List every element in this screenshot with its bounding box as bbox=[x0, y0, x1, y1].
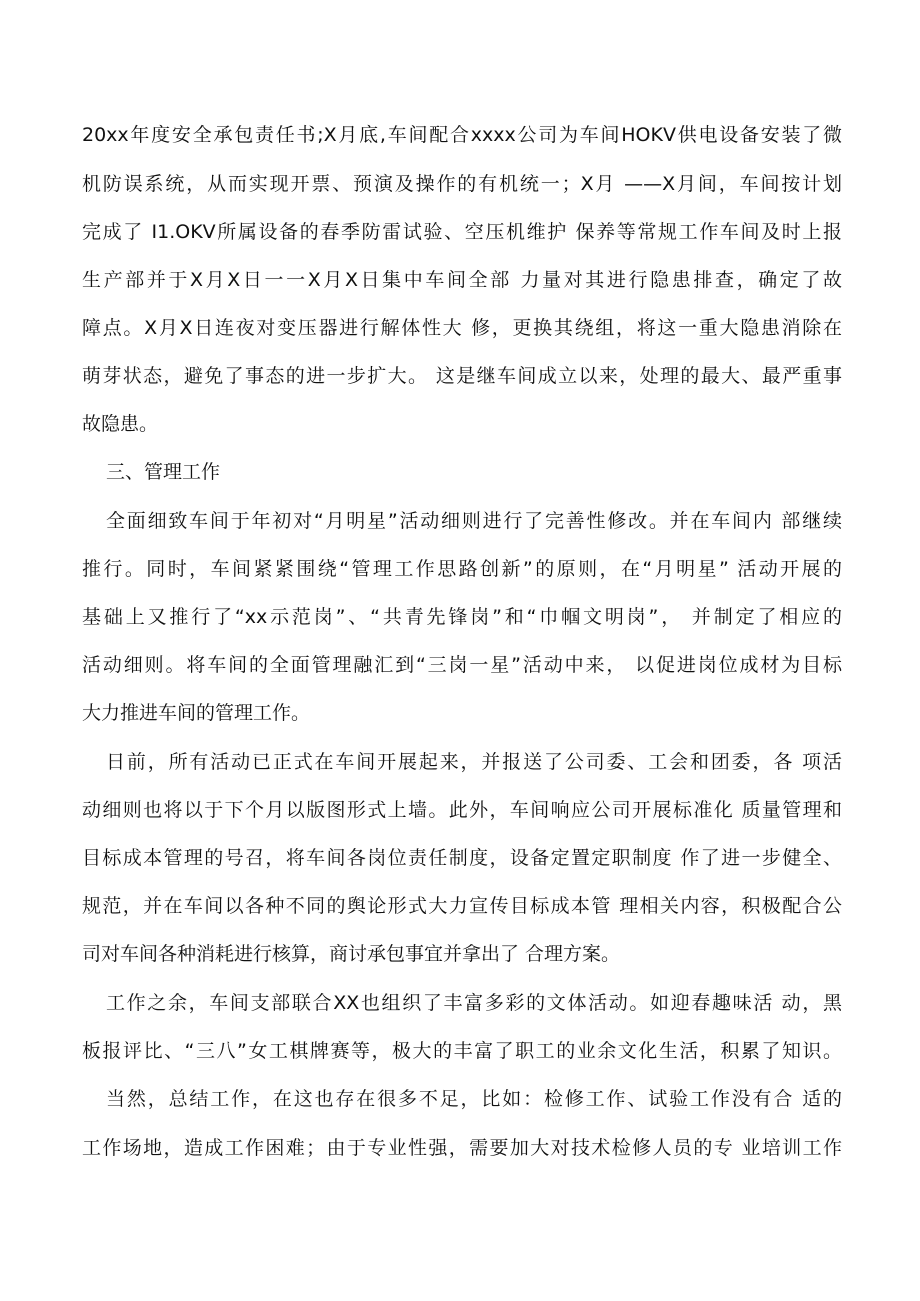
text-line: 机防误系统，从而实现开票、预演及操作的有机统一；X月 ——X月间，车间按计划 bbox=[82, 173, 842, 195]
text-line: 生产部并于X月X日一一X月X日集中车间全部 力量对其进行隐患排查，确定了故 bbox=[82, 269, 842, 291]
text-line: 推行。同时，车间紧紧围绕“管理工作思路创新”的原则，在“月明星” 活动开展的 bbox=[82, 558, 842, 580]
text-line: 基础上又推行了“xx示范岗”、“共青先锋岗”和“巾帼文明岗”， 并制定了相应的 bbox=[82, 606, 842, 628]
text-line: 目标成本管理的号召，将车间各岗位责任制度，设备定置定职制度 作了进一步健全、 bbox=[82, 847, 842, 869]
section-heading: 三、管理工作 bbox=[106, 461, 221, 483]
text-line: 活动细则。将车间的全面管理融汇到“三岗一星”活动中来， 以促进岗位成材为目标 bbox=[82, 654, 842, 676]
text-line: 规范，并在车间以各种不同的舆论形式大力宣传目标成本管 理相关内容，积极配合公 bbox=[82, 895, 842, 917]
text-line: 故隐患。 bbox=[82, 413, 159, 435]
text-line: 工作之余，车间支部联合XX也组织了丰富多彩的文体活动。如迎春趣味活 动，黑 bbox=[106, 992, 842, 1014]
text-line: 板报评比、“三八”女工棋牌赛等，极大的丰富了职工的业余文化生活，积累了知识。 bbox=[82, 1040, 842, 1062]
text-line: 全面细致车间于年初对“月明星”活动细则进行了完善性修改。并在车间内 部继续 bbox=[106, 510, 842, 532]
text-line: 司对车间各种消耗进行核算，商讨承包事宜并拿出了 合理方案。 bbox=[82, 943, 621, 965]
text-line: 障点。X月X日连夜对变压器进行解体性大 修，更换其绕组，将这一重大隐患消除在 bbox=[82, 317, 842, 339]
text-line: 萌芽状态，避免了事态的进一步扩大。 这是继车间成立以来，处理的最大、最严重事 bbox=[82, 365, 842, 387]
text-line: 日前，所有活动已正式在车间开展起来，并报送了公司委、工会和团委，各 项活 bbox=[106, 751, 842, 773]
text-line: 20xx年度安全承包责任书;X月底,车间配合xxxx公司为车间HOKV供电设备安装了微 bbox=[82, 124, 842, 146]
text-line: 当然，总结工作，在这也存在很多不足，比如：检修工作、试验工作没有合 适的 bbox=[106, 1088, 842, 1110]
text-line: 大力推进车间的管理工作。 bbox=[82, 702, 311, 724]
text-line: 完成了 I1.OKV所属设备的春季防雷试验、空压机维护 保养等常规工作车间及时上报 bbox=[82, 221, 842, 243]
text-line: 动细则也将以于下个月以版图形式上墙。此外，车间响应公司开展标准化 质量管理和 bbox=[82, 799, 842, 821]
text-line: 工作场地，造成工作困难；由于专业性强，需要加大对技术检修人员的专 业培训工作 bbox=[82, 1137, 842, 1159]
